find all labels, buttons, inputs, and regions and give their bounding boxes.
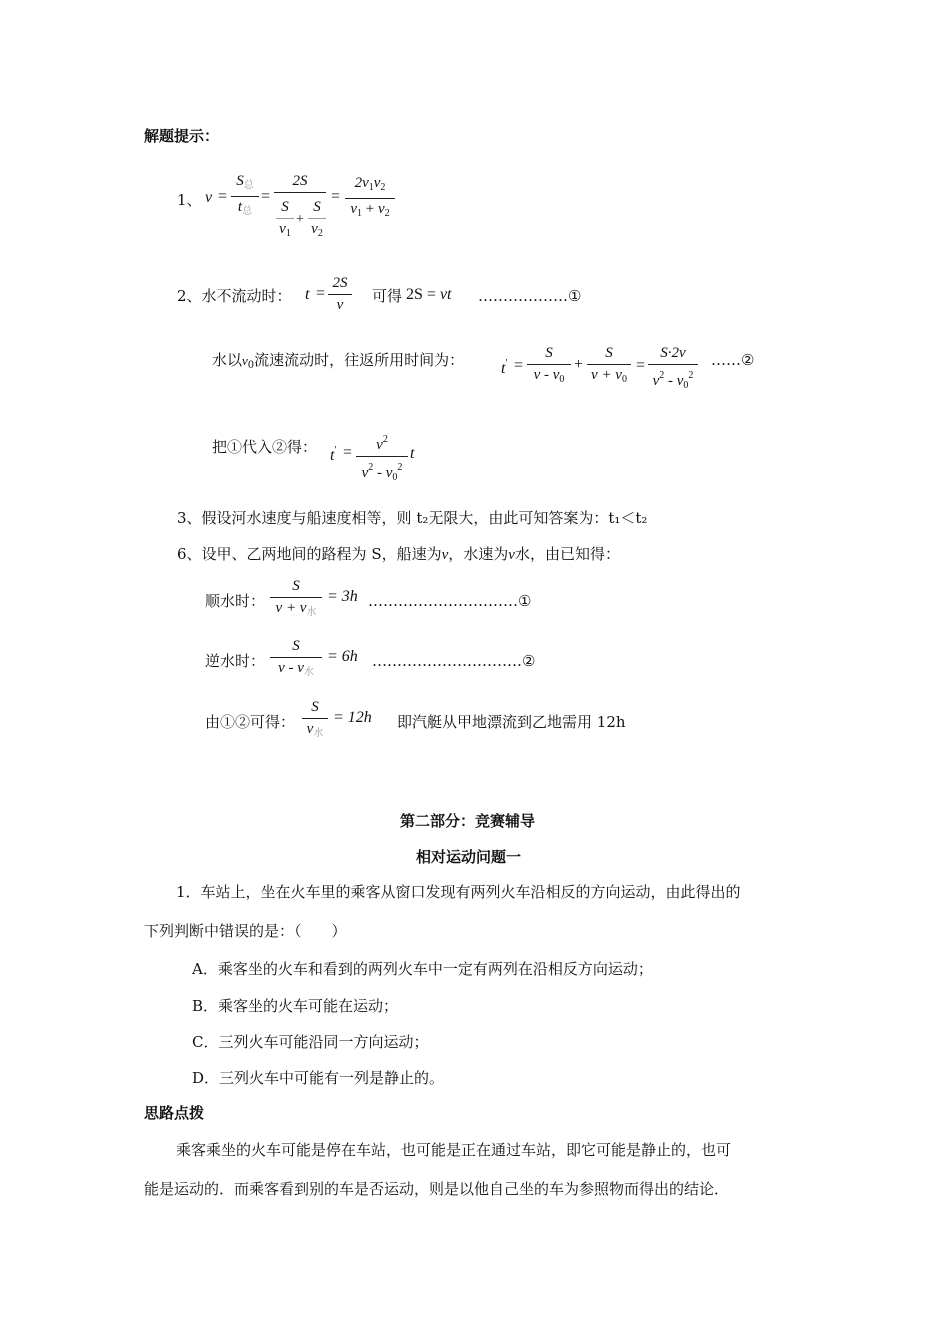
item2-prefix: 2、水不流动时： — [177, 287, 292, 305]
equals-sign: = — [316, 285, 326, 302]
fraction-result: $v^2$ $v^2 - v_0^2$ — [356, 431, 408, 486]
fraction-downstream-time: S $v + v_水$ — [270, 578, 322, 621]
fraction-drift-time: S $v_水$ — [302, 699, 328, 742]
item6-line1: 6、设甲、乙两地间的路程为 S，船速为v，水速为v水，由已知得： — [177, 545, 620, 563]
fraction-harmonic: $2v_1v_2$ $v_1 + v_2$ — [345, 175, 395, 222]
fraction-upstream-time: S v - $v_水$ — [270, 638, 322, 681]
fraction-2s: 2S — [274, 173, 326, 195]
equals-sign: = — [331, 188, 341, 205]
item2-line3: 把①代入②得： — [212, 438, 318, 456]
fraction-downstream: S $v + v_0$ — [587, 345, 631, 388]
item-number: 1、 — [177, 191, 202, 209]
section-subheading: 相对运动问题一 — [416, 848, 522, 866]
var-tprime: t′ — [501, 358, 508, 377]
hint-line-1: 乘客乘坐的火车可能是停在车站，也可能是正在通过车站，即它可能是静止的，也可 — [176, 1141, 732, 1159]
equals-sign: = — [261, 188, 271, 205]
equals-sign: = — [514, 357, 524, 374]
dots-downstream: …………………………① — [368, 592, 532, 610]
option-b: B．乘客坐的火车可能在运动； — [192, 997, 399, 1015]
plus-sign: + — [574, 356, 584, 373]
question-1-line1: 1．车站上，坐在火车里的乘客从窗口发现有两列火车沿相反的方向运动，由此得出的 — [176, 883, 741, 901]
hint-item-3: 3、假设河水速度与船速度相等，则 t₂无限大，由此可知答案为：t₁＜t₂ — [177, 509, 648, 527]
var-tprime: t′ — [330, 445, 337, 464]
item2-line2: 水以$v_0$流速流动时，往返所用时间为： — [212, 351, 465, 371]
var-t: t — [305, 286, 310, 303]
var-v: v — [205, 189, 213, 206]
result-text: 即汽艇从甲地漂流到乙地需用 12h — [397, 713, 626, 731]
fraction-s-v1: S $v_1$ — [276, 199, 294, 242]
option-d: D．三列火车中可能有一列是静止的。 — [192, 1069, 445, 1087]
dots-2: ……② — [711, 351, 755, 369]
plus-sign: + — [296, 212, 304, 227]
fraction-combined: S·2v $v^2 - v_0^2$ — [648, 345, 698, 394]
hint-title: 思路点拨 — [144, 1104, 205, 1122]
equals-sign: = — [636, 357, 646, 374]
fraction-s-v2: S $v_2$ — [308, 199, 326, 242]
result-label: 由①②可得： — [205, 713, 296, 731]
section-heading: 第二部分：竞赛辅导 — [400, 812, 536, 830]
downstream-label: 顺水时： — [205, 592, 266, 610]
fraction-upstream: S v - $v_0$ — [527, 345, 571, 388]
hint-line-2: 能是运动的．而乘客看到别的车是否运动，则是以他自己坐的车为参照物而得出的结论． — [144, 1180, 730, 1198]
result-eq: 2S = vt — [406, 286, 452, 303]
result-eq: = 12h — [333, 709, 372, 726]
hints-title: 解题提示： — [144, 127, 220, 145]
option-a: A．乘客坐的火车和看到的两列火车中一定有两列在沿相反方向运动； — [192, 960, 653, 978]
fraction-2s-v: 2S v — [328, 275, 352, 314]
fraction-total: $S_总$ $t_总$ — [231, 173, 259, 220]
dots-upstream: …………………………② — [372, 652, 536, 670]
upstream-label: 逆水时： — [205, 652, 266, 670]
equals-sign: = — [343, 444, 353, 461]
upstream-eq: = 6h — [327, 648, 358, 665]
dots-1: ………………① — [478, 287, 582, 305]
var-t: t — [410, 445, 415, 462]
equals-sign: = — [218, 188, 228, 205]
question-1-line2: 下列判断中错误的是：（ ） — [144, 922, 347, 940]
downstream-eq: = 3h — [327, 588, 358, 605]
item2-mid: 可得 — [372, 287, 403, 305]
option-c: C．三列火车可能沿同一方向运动； — [192, 1033, 429, 1051]
